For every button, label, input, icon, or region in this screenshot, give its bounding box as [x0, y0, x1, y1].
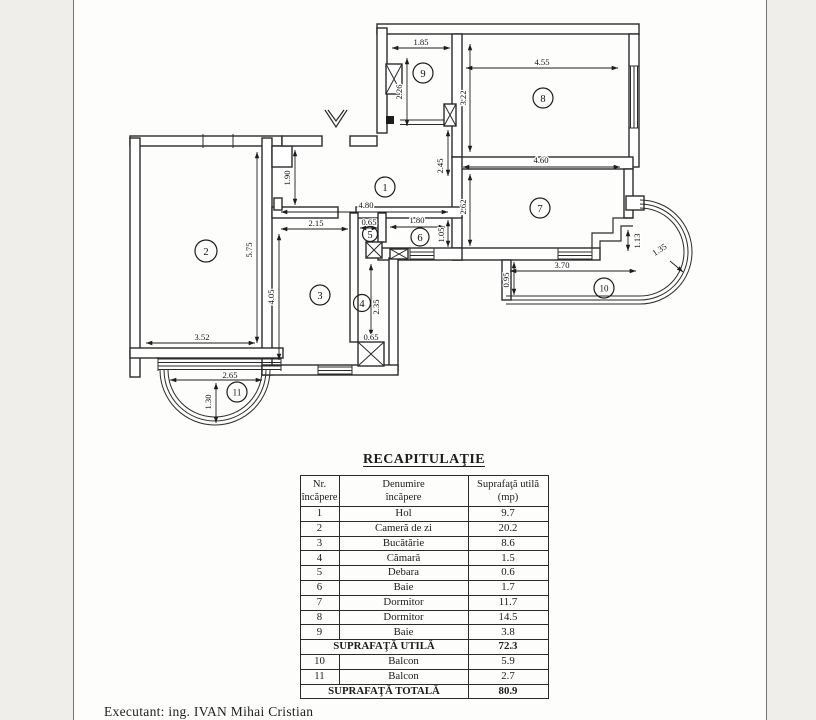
cell-nr: 9: [300, 625, 339, 640]
subtotal-label: SUPRAFAŢĂ UTILĂ: [300, 640, 468, 655]
svg-text:5.75: 5.75: [244, 242, 254, 258]
cell-name: Dormitor: [339, 610, 468, 625]
shaft-box-divider: [444, 104, 456, 126]
recap-title: RECAPITULAŢIE: [363, 452, 485, 467]
cell-name: Baie: [339, 625, 468, 640]
table-row: [300, 610, 548, 625]
svg-text:2.26: 2.26: [394, 84, 404, 100]
table-row: [300, 521, 548, 536]
table-row: [300, 625, 548, 640]
svg-text:0.95: 0.95: [501, 272, 511, 288]
room-label-11: [227, 382, 247, 402]
cell-area: 14.5: [468, 610, 548, 625]
table-row: [300, 551, 548, 566]
subtotal-value: 72.3: [468, 640, 548, 655]
svg-text:1.30: 1.30: [203, 394, 213, 410]
dim-105: [436, 220, 448, 247]
svg-text:3.22: 3.22: [458, 90, 468, 106]
svg-text:2.65: 2.65: [222, 370, 238, 380]
cell-area: 0.6: [468, 566, 548, 581]
dim-245: [435, 130, 448, 176]
dim-215: [281, 218, 348, 229]
svg-text:1.35: 1.35: [650, 241, 669, 258]
cell-name: Cameră de zi: [339, 521, 468, 536]
cell-area: 1.7: [468, 580, 548, 595]
dim-575: [244, 152, 257, 343]
svg-text:1.90: 1.90: [282, 170, 292, 186]
svg-text:4.55: 4.55: [534, 57, 550, 67]
dim-185: [392, 37, 450, 48]
table-row: [300, 580, 548, 595]
svg-text:1.05: 1.05: [436, 227, 446, 243]
svg-text:7: 7: [537, 204, 543, 215]
svg-text:1.13: 1.13: [632, 233, 642, 249]
dim-352: [146, 332, 255, 343]
svg-text:11: 11: [232, 387, 242, 398]
svg-text:4: 4: [359, 299, 365, 310]
dim-065b: [363, 332, 378, 342]
header-denumire: Denumire încăpere: [339, 476, 468, 507]
cell-area: 11.7: [468, 595, 548, 610]
recap-table: [300, 475, 549, 699]
cell-area: 5.9: [468, 654, 548, 669]
room-label-9: [413, 63, 433, 83]
table-row: [300, 595, 548, 610]
dim-113: [628, 230, 642, 251]
svg-text:9: 9: [420, 69, 426, 80]
header-row: [300, 476, 548, 507]
cell-nr: 1: [300, 507, 339, 522]
dim-265: [170, 370, 262, 380]
svg-text:3: 3: [317, 291, 323, 302]
dim-235: [371, 264, 381, 336]
recap-section: [288, 450, 560, 699]
svg-text:10: 10: [599, 283, 609, 294]
cell-name: Debara: [339, 566, 468, 581]
total-row: [300, 684, 548, 699]
svg-text:1.85: 1.85: [413, 37, 429, 47]
header-suprafata: Suprafaţă utilă (mp): [468, 476, 548, 507]
cell-name: Cămară: [339, 551, 468, 566]
svg-text:1.80: 1.80: [409, 215, 425, 225]
table-row: [300, 566, 548, 581]
cell-nr: 5: [300, 566, 339, 581]
cell-nr: 7: [300, 595, 339, 610]
svg-text:2.35: 2.35: [371, 299, 381, 315]
svg-text:0.65: 0.65: [363, 332, 379, 342]
header-nr: Nr. încăpere: [300, 476, 339, 507]
cell-name: Bucătărie: [339, 536, 468, 551]
stepped-wall: [592, 218, 633, 248]
svg-text:0.65: 0.65: [361, 217, 377, 227]
svg-text:4.60: 4.60: [533, 155, 549, 165]
cell-area: 8.6: [468, 536, 548, 551]
cell-area: 2.7: [468, 669, 548, 684]
svg-text:2.62: 2.62: [458, 199, 468, 215]
svg-text:3.70: 3.70: [554, 260, 570, 270]
svg-text:5: 5: [367, 230, 373, 241]
cell-area: 9.7: [468, 507, 548, 522]
cell-name: Dormitor: [339, 595, 468, 610]
cell-name: Balcon: [339, 654, 468, 669]
room-label-6: [411, 228, 429, 246]
entrance-arrow-icon: [325, 110, 347, 127]
shaft-box-room6: [390, 249, 408, 259]
cell-nr: 3: [300, 536, 339, 551]
shaft-box-room5: [366, 242, 382, 258]
room-label-5: [363, 227, 378, 242]
total-value: 80.9: [468, 684, 548, 699]
svg-text:4.80: 4.80: [358, 200, 374, 210]
svg-text:3.52: 3.52: [194, 332, 210, 342]
cell-nr: 8: [300, 610, 339, 625]
svg-text:2.15: 2.15: [308, 218, 324, 228]
room-label-10: [594, 278, 614, 298]
svg-text:1: 1: [382, 183, 388, 194]
dim-455: [466, 57, 618, 68]
cell-area: 20.2: [468, 521, 548, 536]
room-label-7: [530, 198, 550, 218]
subtotal-row: [300, 640, 548, 655]
footer-executant: Executant: ing. IVAN Mihai Cristian: [104, 704, 314, 719]
dim-135: [650, 241, 683, 272]
table-row: [300, 669, 548, 684]
svg-text:8: 8: [540, 94, 546, 105]
cell-area: 1.5: [468, 551, 548, 566]
cell-name: Balcon: [339, 669, 468, 684]
cell-nr: 11: [300, 669, 339, 684]
cell-nr: 4: [300, 551, 339, 566]
cell-area: 3.8: [468, 625, 548, 640]
room-label-3: [310, 285, 330, 305]
shaft-box-room4: [358, 342, 384, 366]
cell-name: Hol: [339, 507, 468, 522]
cell-name: Baie: [339, 580, 468, 595]
room-label-2: [195, 240, 217, 262]
balcony-11-arc: [160, 370, 270, 425]
total-label: SUPRAFAŢĂ TOTALĂ: [300, 684, 468, 699]
svg-text:2.45: 2.45: [435, 158, 445, 174]
cell-nr: 6: [300, 580, 339, 595]
cell-nr: 10: [300, 654, 339, 669]
cell-nr: 2: [300, 521, 339, 536]
svg-text:2: 2: [203, 247, 209, 258]
table-row: [300, 654, 548, 669]
svg-text:4.05: 4.05: [266, 289, 276, 305]
table-row: [300, 507, 548, 522]
room-label-1: [375, 177, 395, 197]
room-label-8: [533, 88, 553, 108]
table-row: [300, 536, 548, 551]
dim-370: [510, 260, 636, 271]
svg-text:6: 6: [417, 233, 423, 244]
